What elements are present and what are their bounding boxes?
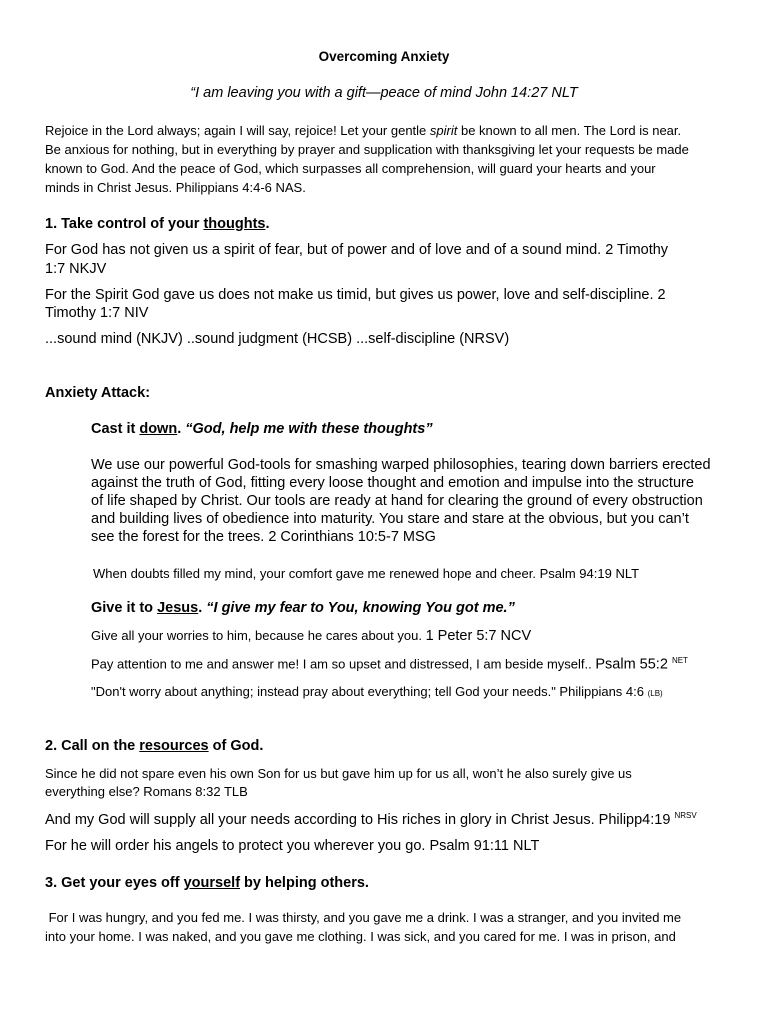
document-title: Overcoming Anxiety [318, 49, 450, 64]
verse-line: We use our powerful God-tools for smashing warped philosophies, tearing down barriers erected [91, 457, 711, 473]
verse-line: and building lives of obedience into maturity. You stare and stare at the obvious, but you can’t [91, 511, 689, 527]
section-heading-3: 3. Get your eyes off yourself by helping others. [45, 875, 369, 891]
verse-line: Since he did not spare even his own Son for us but gave him up for us all, won’t he also surely give us [45, 766, 632, 781]
intro-line: known to God. And the peace of God, which surpasses all comprehension, will guard your hearts and your [45, 161, 656, 176]
verse-line: And my God will supply all your needs according to His riches in glory in Christ Jesus. Philipp4:19 $^{NRSV}$ [45, 811, 697, 828]
anxiety-attack-heading: Anxiety Attack: [45, 385, 151, 401]
verse-line: Pay attention to me and answer me! I am so upset and distressed, I am beside myself.. Psalm 55:2 $^{NET}$ [91, 656, 688, 673]
cast-it-down-heading: Cast it down. “God, help me with these thoughts” [91, 421, 433, 437]
verse-line: ...sound mind (NKJV) ..sound judgment (HCSB) ...self-discipline (NRSV) [45, 331, 510, 347]
verse-line: everything else? Romans 8:32 TLB [45, 784, 248, 799]
verse-line: against the truth of God, fitting every loose thought and emotion and impulse into the structure [91, 475, 694, 491]
verse-line: For the Spirit God gave us does not make us timid, but gives us power, love and self-discipline. 2 [45, 287, 666, 303]
section-heading-2: 2. Call on the resources of God. [45, 738, 264, 754]
section-heading-1: 1. Take control of your thoughts. [45, 216, 270, 232]
intro-line: Rejoice in the Lord always; again I will say, rejoice! Let your gentle spirit be known to all men. The Lord is near. [45, 123, 682, 138]
verse-line: Timothy 1:7 NIV [45, 305, 149, 321]
verse-line: "Don't worry about anything; instead pray about everything; tell God your needs." Philippians 4:6 (LB) [91, 684, 663, 699]
verse-line: into your home. I was naked, and you gave me clothing. I was sick, and you cared for me. I was in prison, and [45, 929, 676, 944]
verse-line: of life shaped by Christ. Our tools are ready at hand for clearing the ground of every obstruction [91, 493, 703, 509]
verse-line: Give all your worries to him, because he cares about you. 1 Peter 5:7 NCV [91, 628, 532, 644]
intro-line: Be anxious for nothing, but in everything by prayer and supplication with thanksgiving let your requests be made [45, 142, 689, 157]
give-it-to-jesus-heading: Give it to Jesus. “I give my fear to You, knowing You got me.” [91, 600, 515, 616]
verse-line: 1:7 NKJV [45, 261, 107, 277]
verse-line: For God has not given us a spirit of fear, but of power and of love and of a sound mind. 2 Timothy [45, 242, 669, 258]
verse-line: see the forest for the trees. 2 Corinthians 10:5-7 MSG [91, 529, 436, 545]
verse-line: For I was hungry, and you fed me. I was thirsty, and you gave me a drink. I was a stranger, and you invited me [45, 910, 682, 925]
document-subtitle: “I am leaving you with a gift—peace of mind John 14:27 NLT [190, 85, 578, 101]
verse-line: For he will order his angels to protect you wherever you go. Psalm 91:11 NLT [45, 838, 540, 854]
intro-line: minds in Christ Jesus. Philippians 4:4-6 NAS. [45, 180, 306, 195]
verse-line: When doubts filled my mind, your comfort gave me renewed hope and cheer. Psalm 94:19 NLT [93, 566, 640, 581]
